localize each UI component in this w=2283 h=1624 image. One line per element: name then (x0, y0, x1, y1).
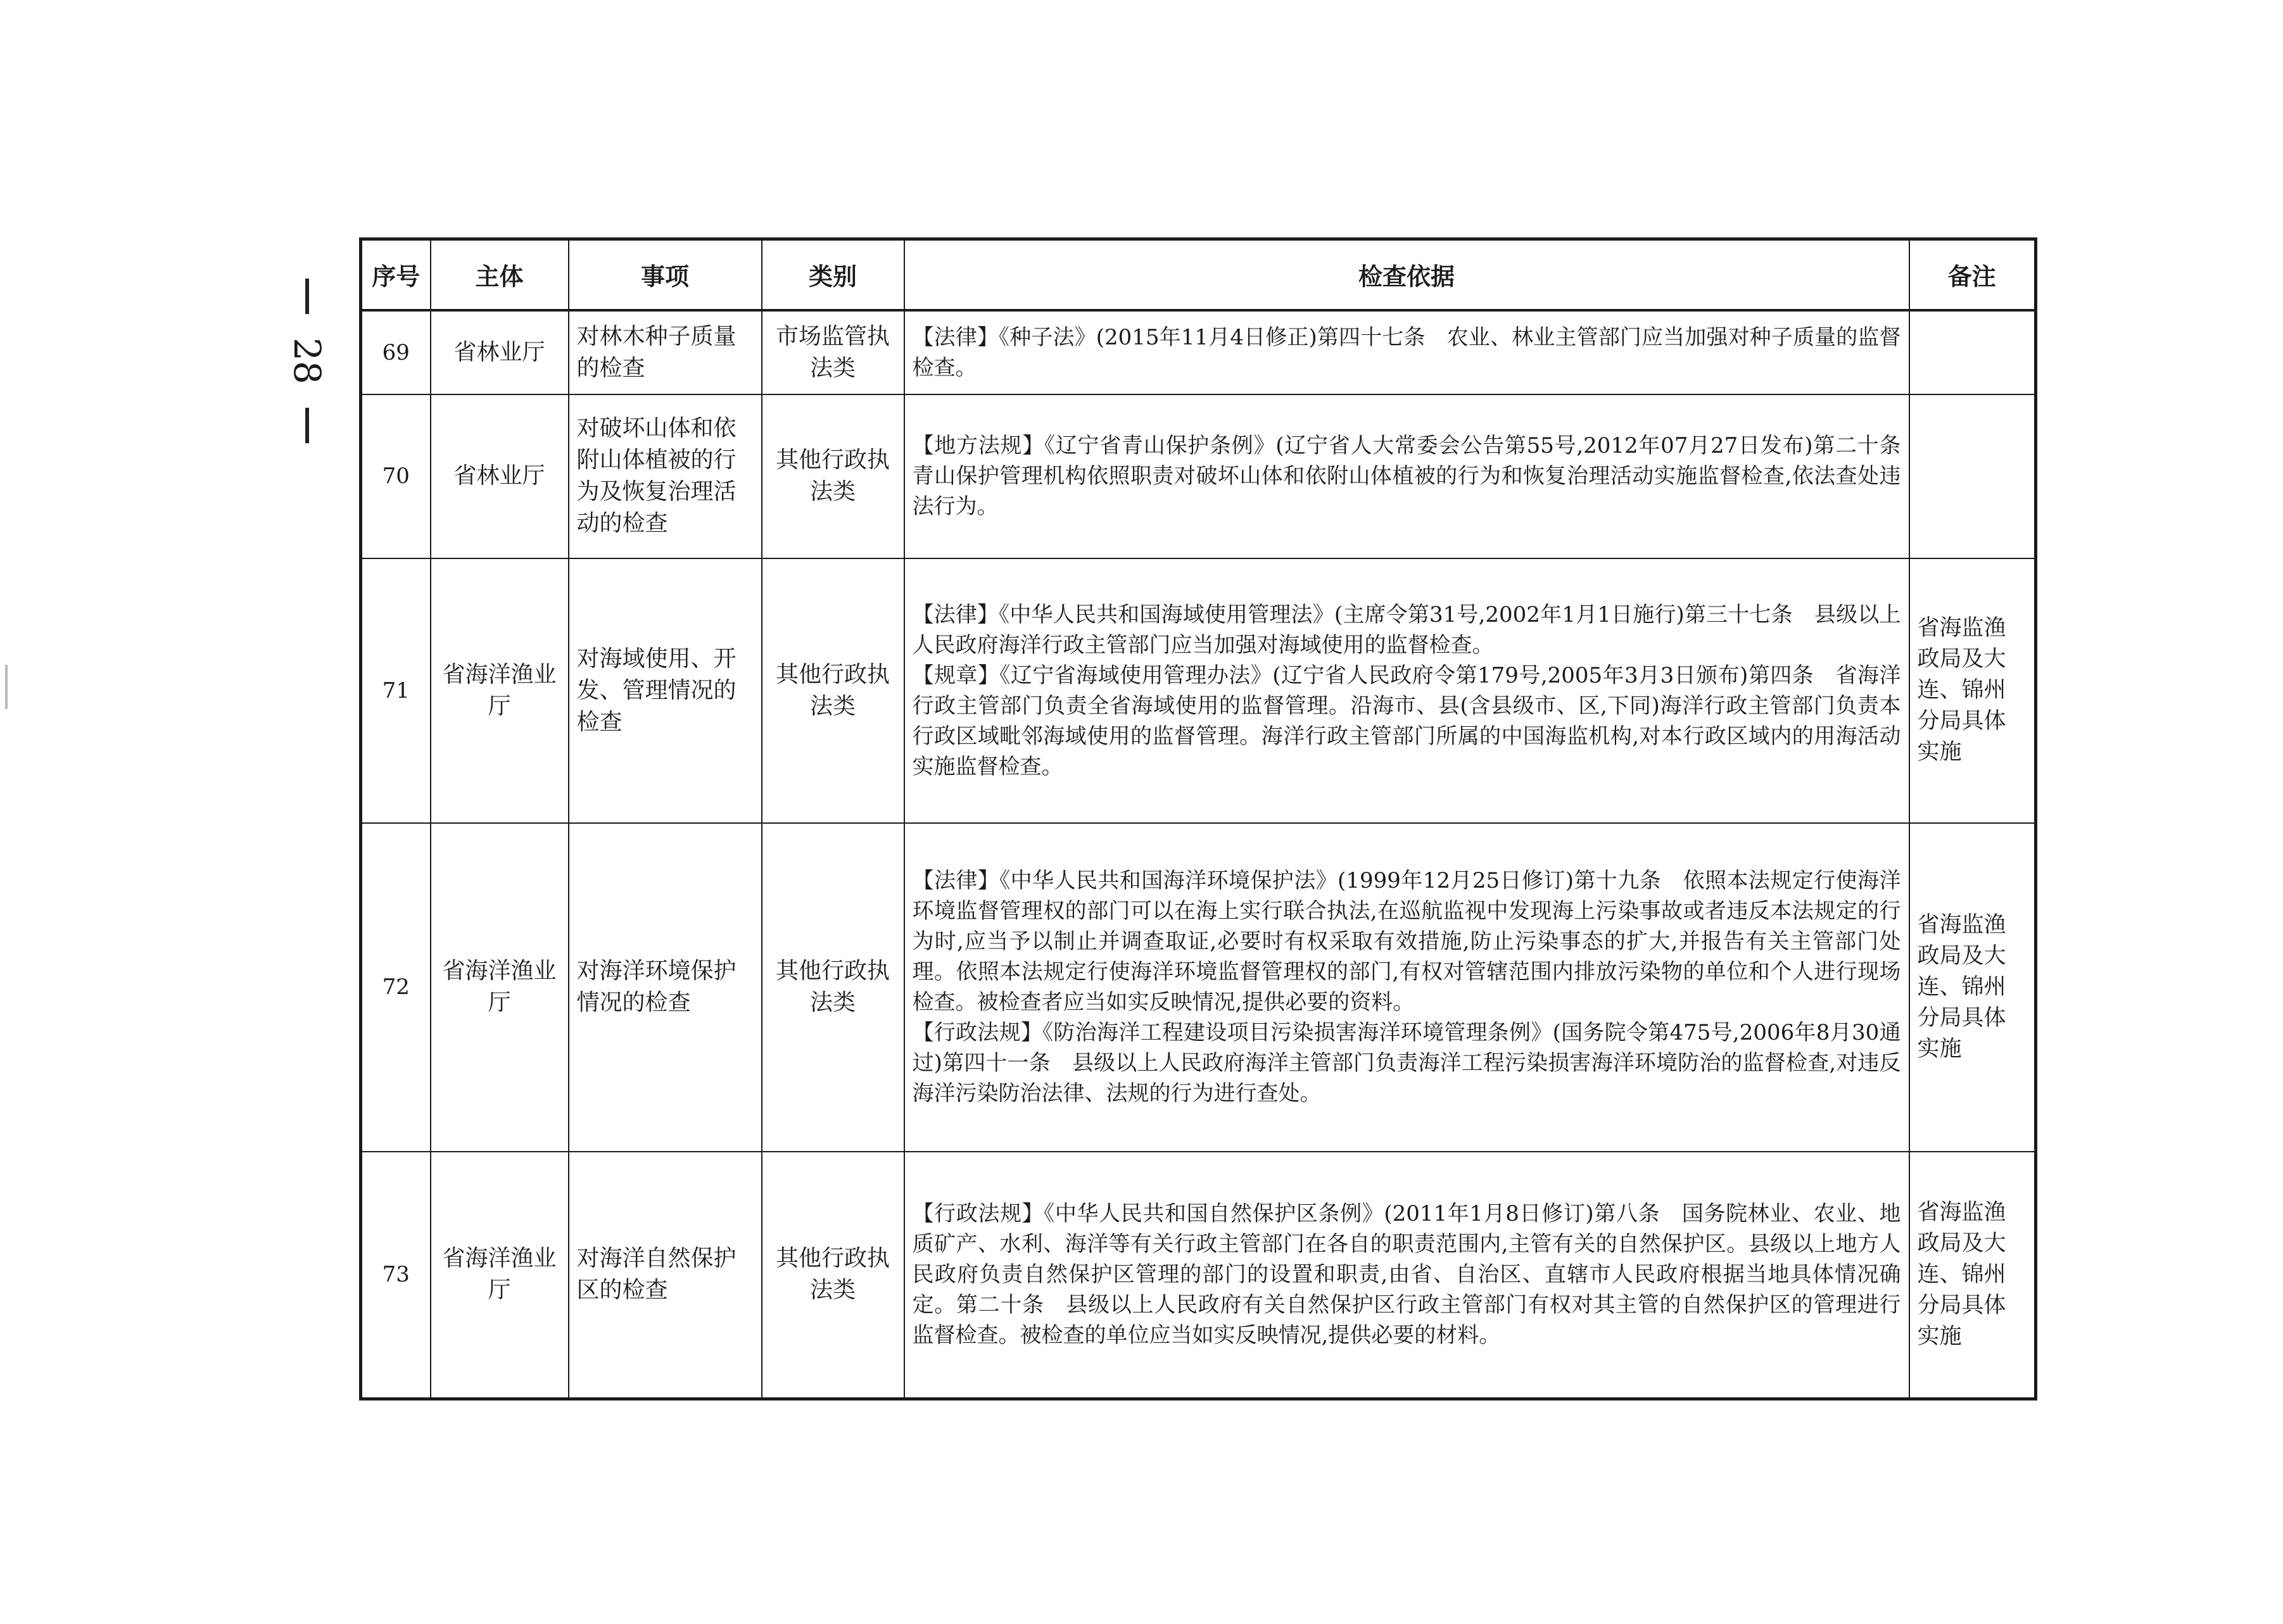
row-item: 对林木种子质量的检查 (569, 310, 762, 394)
basis-clause: 【规章】《辽宁省海域使用管理办法》(辽宁省人民政府令第179号,2005年3月3日颁布)第四条 省海洋行政主管部门负责全省海域使用的监督管理。沿海市、县(含县级市、区,下同)海洋行政主管部门负责本行政区域毗邻海域使用的监督管理。海洋行政主管部门所属的中国海监机构,对本行政区域内的用海活动实施监督检查。 (912, 662, 1901, 779)
row-note (1909, 394, 2036, 558)
row-no: 70 (361, 394, 431, 558)
row-no: 72 (361, 823, 431, 1152)
row-basis (904, 558, 1909, 823)
row-basis (904, 1152, 1909, 1399)
row-category: 其他行政执法类 (762, 1152, 904, 1399)
header-no: 序号 (361, 239, 431, 310)
header-item: 事项 (569, 239, 762, 310)
table-row (361, 394, 2036, 558)
row-note: 省海监渔政局及大连、锦州分局具体实施 (1909, 1152, 2036, 1399)
row-note: 省海监渔政局及大连、锦州分局具体实施 (1909, 558, 2036, 823)
row-item: 对海洋自然保护区的检查 (569, 1152, 762, 1399)
row-no: 73 (361, 1152, 431, 1399)
row-item: 对破坏山体和依附山体植被的行为及恢复治理活动的检查 (569, 394, 762, 558)
basis-clause: 【法律】《中华人民共和国海洋环境保护法》(1999年12月25日修订)第十九条 依照本法规定行使海洋环境监督管理权的部门可以在海上实行联合执法,在巡航监视中发现海上污染事故或者违反本法规定的行为时,应当予以制止并调查取证,必要时有权采取有效措施,防止污染事态的扩大,并报告有关主管部门处理。依照本法规定行使海洋环境监督管理权的部门,有权对管辖范围内排放污染物的单位和个人进行现场检查。被检查者应当如实反映情况,提供必要的资料。 (912, 868, 1901, 1015)
basis-clause: 【法律】《种子法》(2015年11月4日修正)第四十七条 农业、林业主管部门应当加强对种子质量的监督检查。 (912, 324, 1901, 381)
page-number (279, 279, 336, 443)
basis-clause: 【行政法规】《中华人民共和国自然保护区条例》(2011年1月8日修订)第八条 国务院林业、农业、地质矿产、水利、海洋等有关行政主管部门在各自的职责范围内,主管有关的自然保护区。县级以上地方人民政府负责自然保护区管理的部门的设置和职责,由省、自治区、直辖市人民政府根据当地具体情况确定。第二十条 县级以上人民政府有关自然保护区行政主管部门有权对其主管的自然保护区的管理进行监督检查。被检查的单位应当如实反映情况,提供必要的材料。 (912, 1201, 1901, 1349)
basis-clause: 【地方法规】《辽宁省青山保护条例》(辽宁省人大常委会公告第55号,2012年07月27日发布)第二十条 青山保护管理机构依照职责对破坏山体和依附山体植被的行为和恢复治理活动实施监督检查,依法查处违法行为。 (912, 433, 1923, 519)
row-subject: 省海洋渔业厅 (431, 558, 569, 823)
table-row (361, 823, 2036, 1152)
row-basis (904, 310, 1909, 394)
table-body (361, 310, 2036, 1399)
row-note (1909, 310, 2036, 394)
row-subject: 省海洋渔业厅 (431, 1152, 569, 1399)
row-category: 其他行政执法类 (762, 558, 904, 823)
row-basis (904, 823, 1909, 1152)
row-subject: 省林业厅 (431, 310, 569, 394)
page-number-dash-bottom (305, 408, 309, 443)
row-basis (904, 394, 1923, 558)
table-header (361, 239, 2036, 310)
scan-edge-mark (5, 665, 8, 709)
header-note: 备注 (1909, 239, 2036, 310)
row-item: 对海洋环境保护情况的检查 (569, 823, 762, 1152)
page-number-dash-top (305, 279, 309, 314)
row-category: 其他行政执法类 (762, 394, 904, 558)
row-item: 对海域使用、开发、管理情况的检查 (569, 558, 762, 823)
table-row (361, 310, 2036, 394)
basis-clause: 【法律】《中华人民共和国海域使用管理法》(主席令第31号,2002年1月1日施行)第三十七条 县级以上人民政府海洋行政主管部门应当加强对海域使用的监督检查。 (912, 601, 1901, 658)
row-category: 市场监管执法类 (762, 310, 904, 394)
header-subject: 主体 (431, 239, 569, 310)
row-note: 省海监渔政局及大连、锦州分局具体实施 (1909, 823, 2036, 1152)
row-no: 69 (361, 310, 431, 394)
row-no: 71 (361, 558, 431, 823)
inspection-table (359, 237, 2037, 1401)
row-subject: 省林业厅 (431, 394, 569, 558)
table-row (361, 558, 2036, 823)
basis-clause: 【行政法规】《防治海洋工程建设项目污染损害海洋环境管理条例》(国务院令第475号,2006年8月30通过)第四十一条 县级以上人民政府海洋主管部门负责海洋工程污染损害海洋环境防治的监督检查,对违反海洋污染防治法律、法规的行为进行查处。 (912, 1020, 1901, 1106)
page-number-value: 28 (286, 337, 329, 384)
header-row (361, 239, 2036, 310)
row-subject: 省海洋渔业厅 (431, 823, 569, 1152)
table-row (361, 1152, 2036, 1399)
header-category: 类别 (762, 239, 904, 310)
row-category: 其他行政执法类 (762, 823, 904, 1152)
header-basis: 检查依据 (904, 239, 1909, 310)
